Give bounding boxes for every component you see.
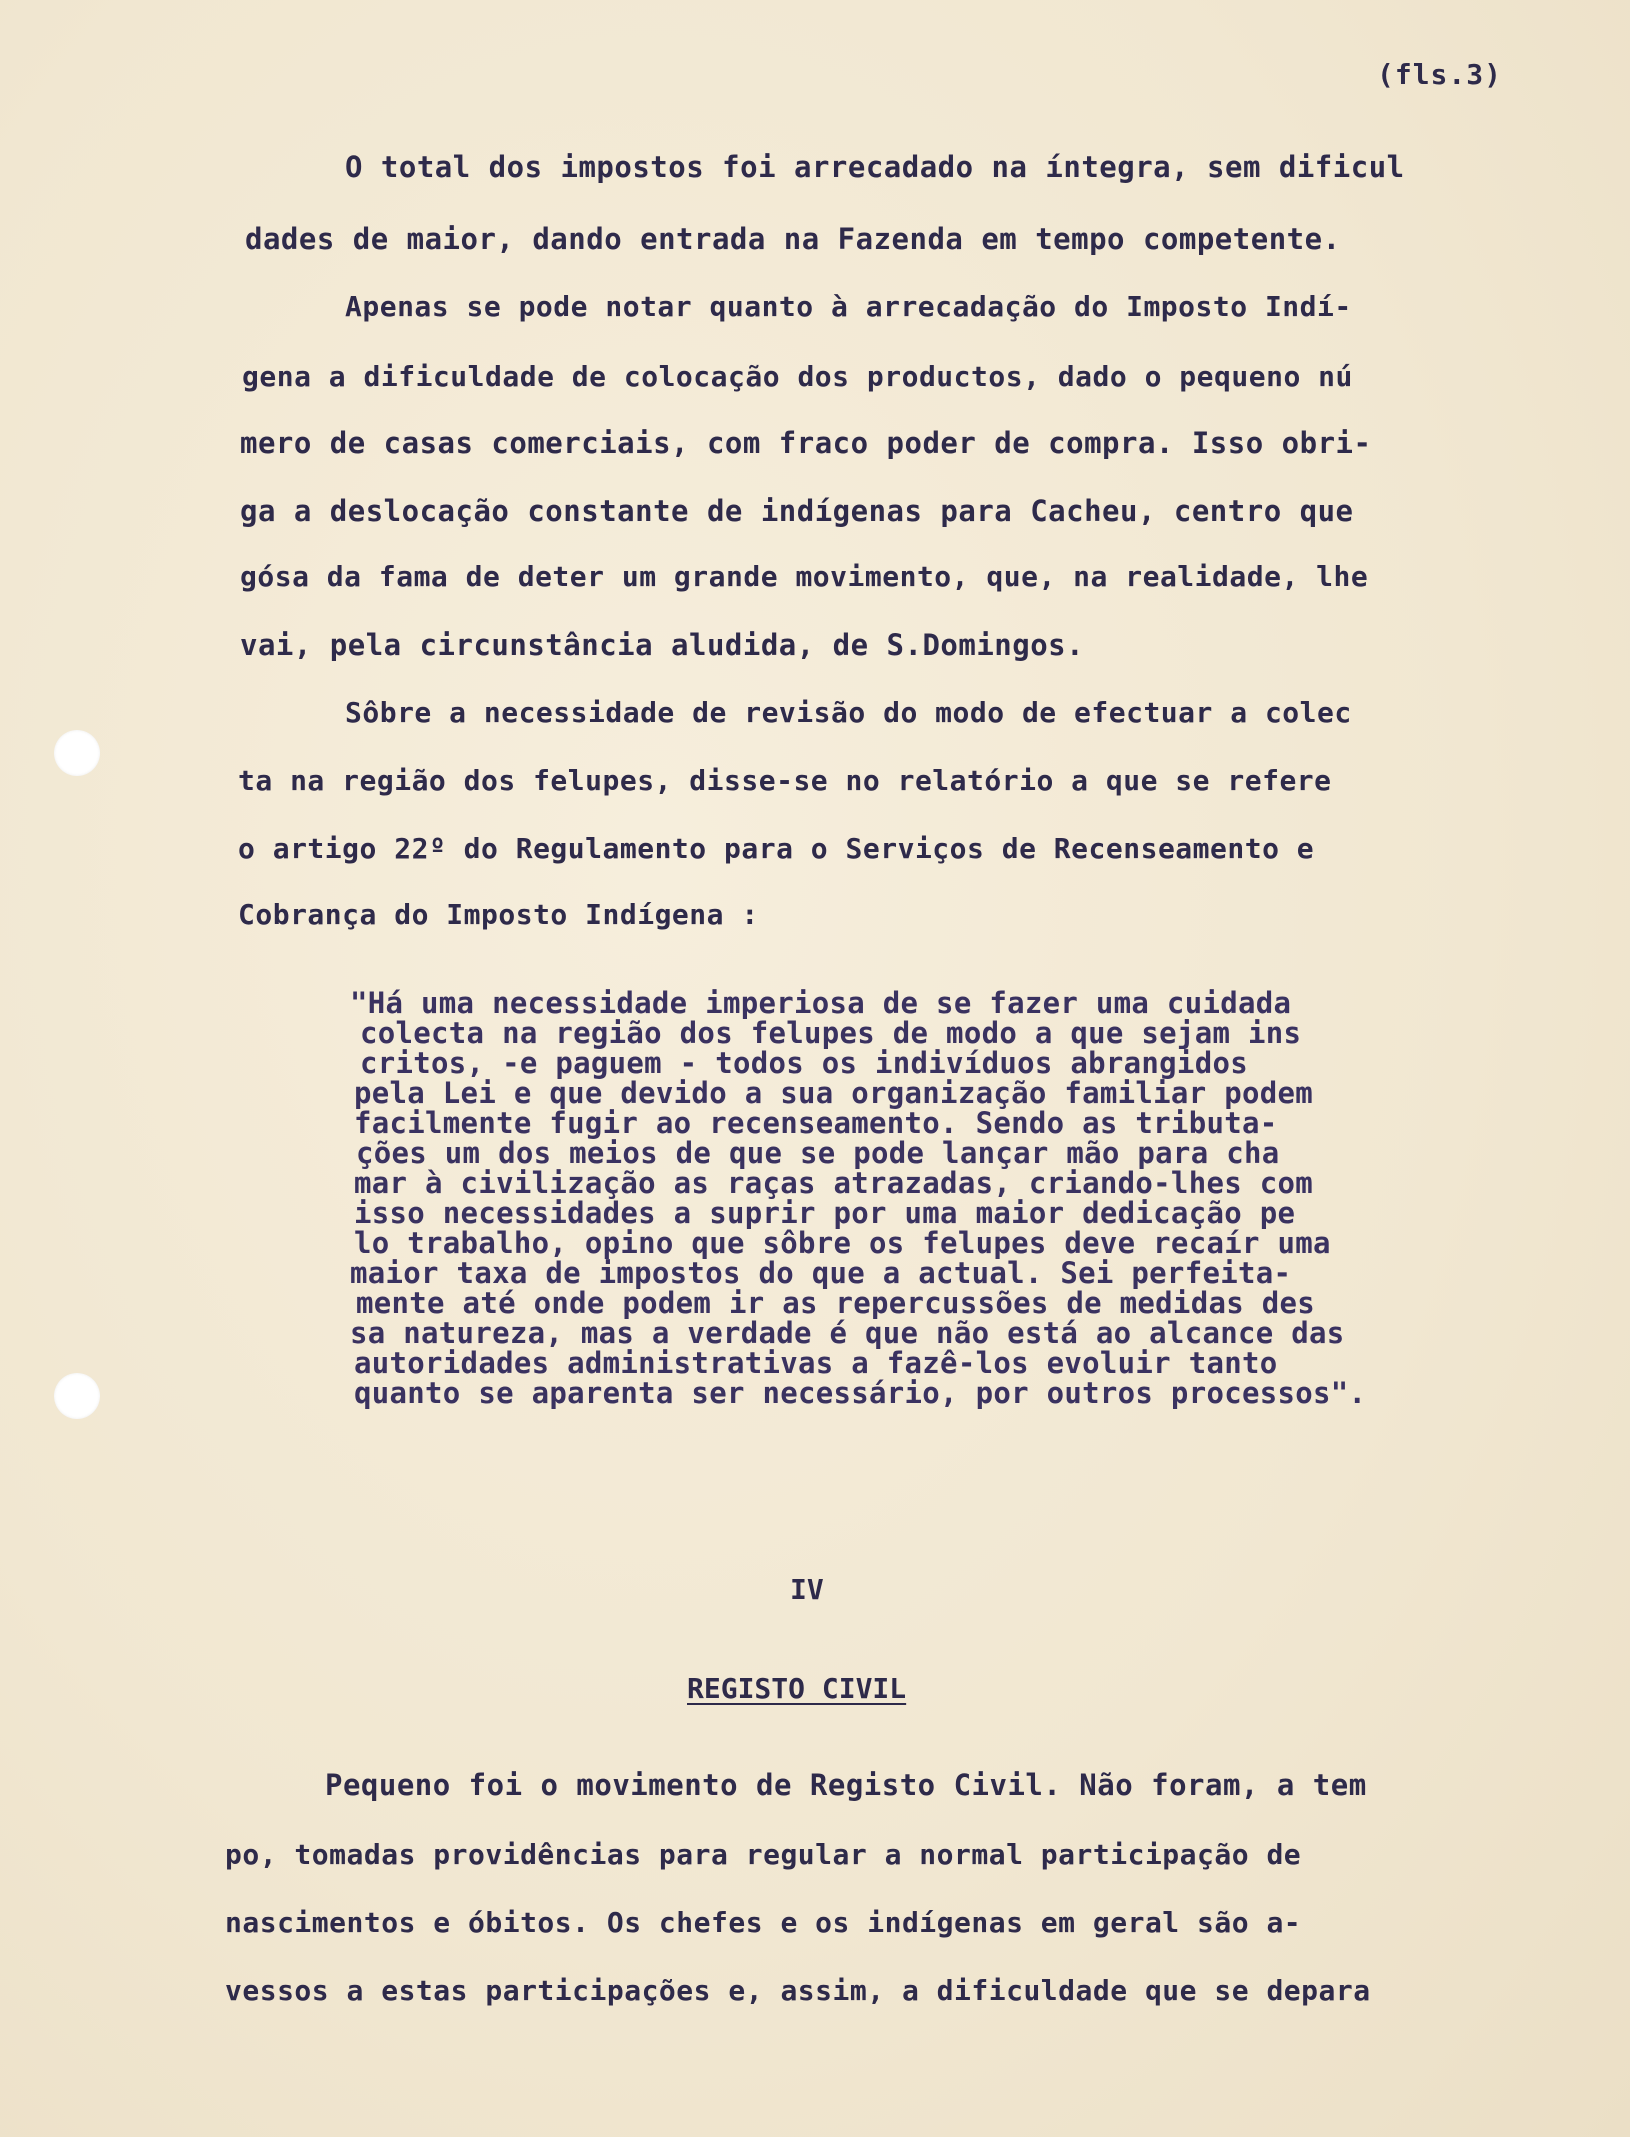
quote-line: lo trabalho, opino que sôbre os felupes deve recaír uma [354,1226,1331,1260]
paragraph-line: po, tomadas providências para regular a normal participação de [225,1838,1302,1871]
paragraph-line: o artigo 22º do Regulamento para o Serviços de Recenseamento e [238,832,1315,865]
quote-line: maior taxa de impostos do que a actual. Sei perfeita- [350,1256,1292,1290]
section-title: REGISTO CIVIL [687,1672,907,1705]
punch-hole [54,730,100,776]
quote-line: facilmente fugir ao recenseamento. Sendo as tributa- [354,1106,1278,1140]
punch-hole [54,1373,100,1419]
paragraph-line: Cobrança do Imposto Indígena : [238,898,759,931]
paragraph-line: Apenas se pode notar quanto à arrecadação do Imposto Indí- [345,290,1352,323]
paragraph-line: O total dos impostos foi arrecadado na íntegra, sem dificul [345,150,1405,184]
quote-line: isso necessidades a suprir por uma maior dedicação pe [354,1196,1296,1230]
paragraph-line: ta na região dos felupes, disse-se no relatório a que se refere [238,764,1332,797]
quotation-block [350,988,1440,1408]
quote-line: "Há uma necessidade imperiosa de se fazer uma cuidada [350,986,1292,1020]
paragraph-line: vai, pela circunstância aludida, de S.Domingos. [240,628,1085,662]
folio-number: (fls.3) [1376,58,1502,91]
quote-line: ções um dos meios de que se pode lançar mão para cha [356,1136,1280,1170]
paragraph-line: mero de casas comerciais, com fraco poder de compra. Isso obri- [240,426,1372,460]
paragraph-line: vessos a estas participações e, assim, a dificuldade que se depara [225,1974,1371,2007]
quote-line: colecta na região dos felupes de modo a que sejam ins [360,1016,1302,1050]
quote-line: critos, -e paguem - todos os indivíduos abrangidos [360,1046,1248,1080]
paragraph-line: gósa da fama de deter um grande movimento, que, na realidade, lhe [240,560,1369,593]
paragraph-line: gena a dificuldade de colocação dos productos, dado o pequeno nú [242,360,1353,393]
quote-line: pela Lei e que devido a sua organização familiar podem [354,1076,1314,1110]
quote-line: autoridades administrativas a fazê-los evoluir tanto [354,1346,1278,1380]
paragraph-line: ga a deslocação constante de indígenas para Cacheu, centro que [240,494,1354,528]
quote-line: mente até onde podem ir as repercussões de medidas des [356,1286,1316,1320]
section-number: IV [790,1573,824,1606]
paragraph-line: nascimentos e óbitos. Os chefes e os indígenas em geral são a- [225,1906,1302,1939]
paragraph-line: Pequeno foi o movimento de Registo Civil. Não foram, a tem [325,1768,1367,1802]
paragraph-line: Sôbre a necessidade de revisão do modo de efectuar a colec [345,696,1352,729]
quote-line: sa natureza, mas a verdade é que não está ao alcance das [350,1316,1345,1350]
quote-line: mar à civilização as raças atrazadas, criando-lhes com [354,1166,1314,1200]
quote-line: quanto se aparenta ser necessário, por outros processos". [354,1376,1367,1410]
paragraph-line: dades de maior, dando entrada na Fazenda em tempo competente. [245,222,1341,256]
